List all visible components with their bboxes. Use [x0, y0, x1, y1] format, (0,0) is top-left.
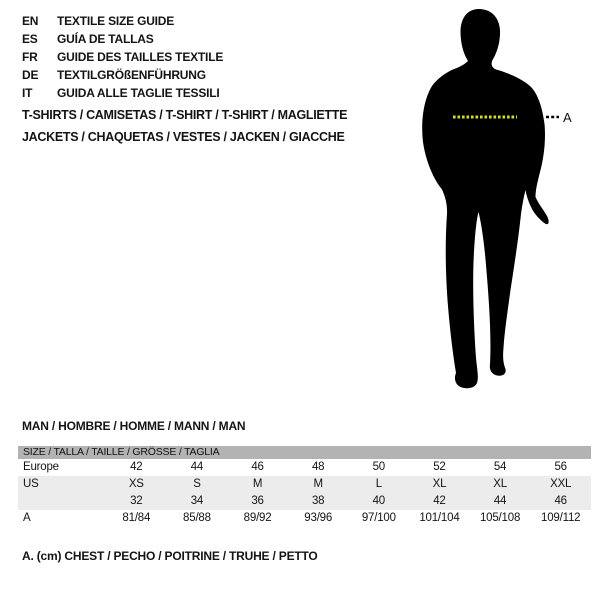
chest-measure-footnote: A. (cm) CHEST / PECHO / POITRINE / TRUHE / PETTO — [22, 549, 318, 563]
language-label: GUÍA DE TALLAS — [57, 32, 154, 46]
table-header: SIZE / TALLA / TAILLE / GRÖSSE / TAGLIA — [18, 446, 591, 459]
row-label — [18, 493, 106, 510]
table-row-numeric — [18, 493, 591, 510]
language-row — [22, 66, 223, 84]
language-code: EN — [22, 14, 39, 28]
size-value: XL — [493, 478, 507, 490]
size-value: XL — [432, 478, 447, 490]
language-label: GUIDA ALLE TAGLIE TESSILI — [57, 86, 220, 100]
size-value: 93/96 — [304, 512, 333, 524]
size-value: 38 — [311, 495, 325, 507]
size-value: 34 — [190, 495, 204, 507]
language-code: ES — [22, 32, 38, 46]
size-value: 52 — [433, 461, 446, 473]
language-label: TEXTILGRÖßENFÜHRUNG — [57, 68, 206, 82]
table-row-chest-a — [18, 510, 591, 527]
size-value: 89/92 — [243, 512, 272, 524]
language-code: IT — [22, 86, 33, 100]
language-code: DE — [22, 68, 39, 82]
language-row — [22, 12, 223, 30]
row-label: A — [23, 512, 31, 524]
section-title-man: MAN / HOMBRE / HOMME / MANN / MAN — [22, 419, 246, 433]
man-silhouette-figure — [395, 0, 600, 400]
size-value: 50 — [372, 461, 386, 473]
size-value: XS — [128, 478, 144, 490]
size-value: XXL — [550, 478, 572, 490]
size-value: 46 — [554, 495, 567, 507]
size-value: 81/84 — [122, 512, 151, 524]
language-label: TEXTILE SIZE GUIDE — [57, 14, 175, 28]
size-value: 32 — [130, 495, 143, 507]
size-value: 48 — [311, 461, 325, 473]
size-table — [18, 446, 591, 527]
row-label: US — [23, 478, 39, 490]
size-value: 56 — [554, 461, 567, 473]
language-row — [22, 48, 223, 66]
size-value: 42 — [130, 461, 143, 473]
language-label: GUIDE DES TAILLES TEXTILE — [57, 50, 224, 64]
size-value: 105/108 — [479, 512, 521, 524]
category-line-jackets: JACKETS / CHAQUETAS / VESTES / JACKEN / GIACCHE — [22, 130, 345, 144]
size-value: 97/100 — [361, 512, 396, 524]
size-value: 42 — [433, 495, 446, 507]
size-value: 85/88 — [183, 512, 211, 524]
size-value: 44 — [190, 461, 204, 473]
size-value: 44 — [493, 495, 507, 507]
language-list — [22, 12, 223, 102]
size-value: 40 — [372, 495, 386, 507]
table-row-europe — [18, 459, 591, 476]
size-value: 109/112 — [541, 512, 581, 524]
size-value: 54 — [493, 461, 507, 473]
language-code: FR — [22, 50, 38, 64]
size-value: 101/104 — [419, 512, 460, 524]
category-titles — [22, 104, 347, 148]
language-row — [22, 30, 223, 48]
man-silhouette — [422, 9, 548, 388]
size-value: L — [375, 478, 382, 490]
size-value: M — [252, 478, 263, 490]
size-value: M — [313, 478, 323, 490]
row-label: Europe — [23, 461, 59, 473]
category-line-tshirts: T-SHIRTS / CAMISETAS / T-SHIRT / T-SHIRT / MAGLIETTE — [22, 108, 348, 122]
measure-label-a: A — [563, 110, 572, 125]
language-row — [22, 84, 223, 102]
size-value: S — [193, 478, 201, 490]
table-row-us — [18, 476, 591, 493]
size-value: 36 — [251, 495, 264, 507]
size-value: 46 — [251, 461, 264, 473]
